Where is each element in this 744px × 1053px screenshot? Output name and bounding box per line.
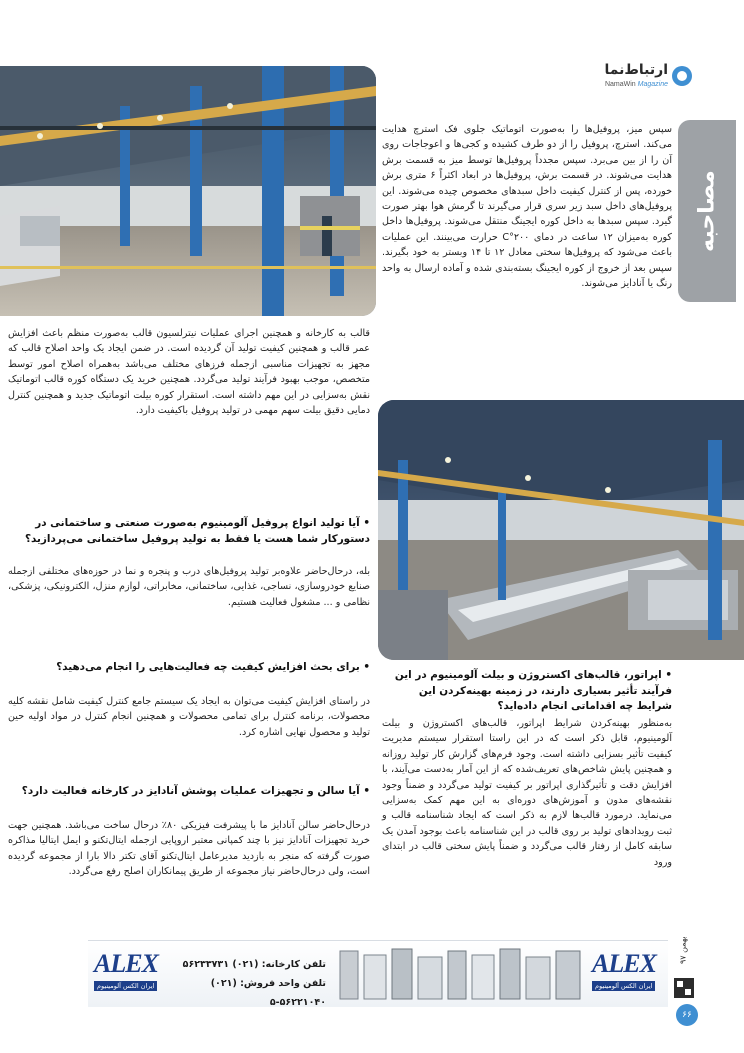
paragraph: این عملیات باعث می‌شود که پروفیل‌ها سختی معادل ۱۲ تا ۱۴ وبستر به خود بگیرند. سپس بعد از خروج از کوره ایجینگ بسته‌بندی شده و آماده ارسال به واحد رنگ یا آنادایز می‌شوند.	[382, 231, 672, 290]
section-tab-label: مصاحبه	[694, 170, 720, 252]
paragraph: سپس میز، پروفیل‌ها را به‌صورت اتوماتیک جلوی فک استرچ هدایت می‌کند. استرچ، پروفیل را از دو طرف کشیده و کجی‌ها و اعوجاجات روی آن را از بین می‌برد. سپس مجدداً پروفیل‌ها توسط میز به قسمت برش هدایت می‌شوند. در قسمت برش، پروفیل‌ها در ابعاد اکثراً ۶ متری برش خورده، پس از کنترل کیفیت داخل سبدهای مخصوص چیده می‌شوند. این پروفیل‌های داخل سبد زیر سری قرار می‌گیرند تا گرمش هوا بهتر صورت گیرد.	[382, 124, 672, 228]
paragraph: به‌منظور بهینه‌کردن شرایط اپراتور، قالب‌های اکستروژن و بیلت آلومینیوم، قابل ذکر است که در این راستا استقرار سیستم مدیریت کیفیت تأثیر بسزایی داشته است.	[382, 718, 672, 760]
masthead-subtitle	[605, 81, 668, 88]
extrusion-hall-photo	[378, 400, 744, 660]
paragraph: سپس سبدها به داخل کوره ایجینگ منتقل می‌شوند. پروفیل‌ها داخل کوره به‌میزان ۱۲ ساعت در دمای ۲۰۰°C حرارت می‌بینند.	[382, 216, 672, 243]
answer-text: درحال‌حاضر سالن آنادایز ما با پیشرفت فیزیکی ۸۰٪ درحال ساخت می‌باشد. همچنین جهت خرید تجهیزات آنادایز نیز با چند کمپانی معتبر اروپایی ازجمله ایتال‌تکنو و ایمل ایتالیا مذاکره صورت گرفته که منجر به بازدید مدیرعامل ایتال‌تکنو آقای تکتر دالا بارا از مجموعه گردیده است، ولی درحال‌حاضر نیاز مجموعه از طریق پیمانکاران اصلح رفع می‌گردد.	[8, 820, 370, 878]
paragraph: وجود فرم‌های گزارش کار تولید روزانه و همچنین پایش شاخص‌های تعریف‌شده که از این آمار به‌دست می‌آیند، با افزایش دقت و تأثیرگذاری اپراتور بر کیفیت تولید می‌گردد و ضمناً وجود نقشه‌های مدون و آموزش‌های دوره‌ای به این مهم کمک به‌سزایی می‌نماید.	[382, 748, 672, 822]
ad-factory-phone	[166, 955, 326, 974]
ad-sales-phone	[166, 974, 326, 1012]
ad-brand-logo: ALEX	[592, 949, 656, 978]
issue-month: بهمن ۹۷	[678, 936, 688, 964]
qr-code-icon	[674, 978, 694, 998]
ad-brand-tagline: ایران الکس آلومینیوم	[94, 981, 157, 991]
answer-text: بله، درحال‌حاضر علاوه‌بر تولید پروفیل‌های درب و پنجره و نما در حوزه‌های مختلفی ازجمله صنایع خودروسازی، نساجی، غذایی، ساختمانی، مخابراتی، لوازم منزل، الکترونیکی، پزشکی، نظامی و ... مشغول فعالیت هستیم.	[8, 566, 370, 608]
ad-brand-logo: ALEX	[94, 949, 158, 978]
paragraph: درمورد قالب‌ها لازم به ذکر است که ایجاد شناسنامه قالب و ثبت رویدادهای تولید بر روی قالب در این شناسنامه باعث بوجود آمدن یک سابقه کامل از رفتار قالب می‌گردد و ضمناً پایش سختی قالب در ابتدای ورود	[382, 810, 672, 868]
question-heading: • برای بحث افزایش کیفیت چه فعالیت‌هایی را انجام می‌دهید؟	[56, 661, 370, 673]
left-intro-text: قالب به کارخانه و همچنین اجرای عملیات نیترلسیون قالب به‌صورت منظم باعث افزایش عمر قالب و همچنین کیفیت تولید آن گردیده است. در ضمن ایجاد یک واحد اصلاح قالب که مجهز به تجهیزات مناسبی ازجمله فرزهای مختلف می‌باشد به‌همراه اصلاح امور توسط متخصص، موجب بهبود فرآیند تولید می‌گردد. همچنین خرید یک دستگاه کوره قالب اتوماتیک نقش به‌سزایی در این مهم داشته است. استقرار کوره بیلت اتوماتیک جدید و همچنین کنترل دمایی دقیق بیلت سهم مهمی در تولید پروفیل باکیفیت دارد.	[8, 328, 370, 417]
right-intro-text	[382, 122, 672, 291]
ad-factory-phone-label: تلفن کارخانه:	[261, 959, 326, 970]
answer-text: در راستای افزایش کیفیت می‌توان به ایجاد یک سیستم جامع کنترل کیفیت شامل نقشه کلیه محصولات، برنامه کنترل برای تمامی محصولات و همچنین انجام کنترل در مواد اولیه حین تولید و محصول نهایی اشاره کرد.	[8, 696, 370, 738]
masthead-brand: NamaWin	[604, 81, 636, 88]
window-profiles-illustration	[336, 945, 586, 1003]
page-number: ۶۶	[676, 1004, 698, 1026]
answer-text	[382, 716, 672, 870]
question-heading: • آیا تولید انواع پروفیل آلومینیوم به‌صورت صنعتی و ساختمانی در دستورکار شما هست یا فقط به تولید پروفیل ساختمانی می‌پردازید؟	[24, 517, 370, 545]
ad-sales-phone-number: (۰۲۱) ۵۶۲۲۱۰۴۰-۵	[210, 978, 326, 1008]
ad-phone-block	[166, 955, 326, 1012]
masthead-magazine: Magazine	[637, 81, 668, 88]
ad-factory-phone-number: (۰۲۱) ۵۶۲۳۳۷۳۱	[182, 959, 259, 970]
alex-ad-banner[interactable]	[88, 940, 668, 1007]
question-heading: • اپراتور، قالب‌های اکستروژن و بیلت آلومینیوم در این فرآیند تأثیر بسیاری دارند، در زمینه بهینه‌کردن این شرایط چه اقداماتی انجام داده‌اید؟	[394, 669, 672, 713]
section-tab	[678, 120, 736, 302]
ad-brand-tagline: ایران الکس آلومینیوم	[592, 981, 655, 991]
masthead-title: ارتباط‌نما	[604, 62, 668, 78]
factory-warehouse-photo	[0, 66, 376, 316]
magazine-logo-icon	[672, 66, 692, 86]
question-heading: • آیا سالن و تجهیزات عملیات پوشش آنادایز در کارخانه فعالیت دارد؟	[21, 785, 370, 797]
masthead	[518, 62, 668, 92]
ad-sales-phone-label: تلفن واحد فروش:	[240, 978, 326, 989]
